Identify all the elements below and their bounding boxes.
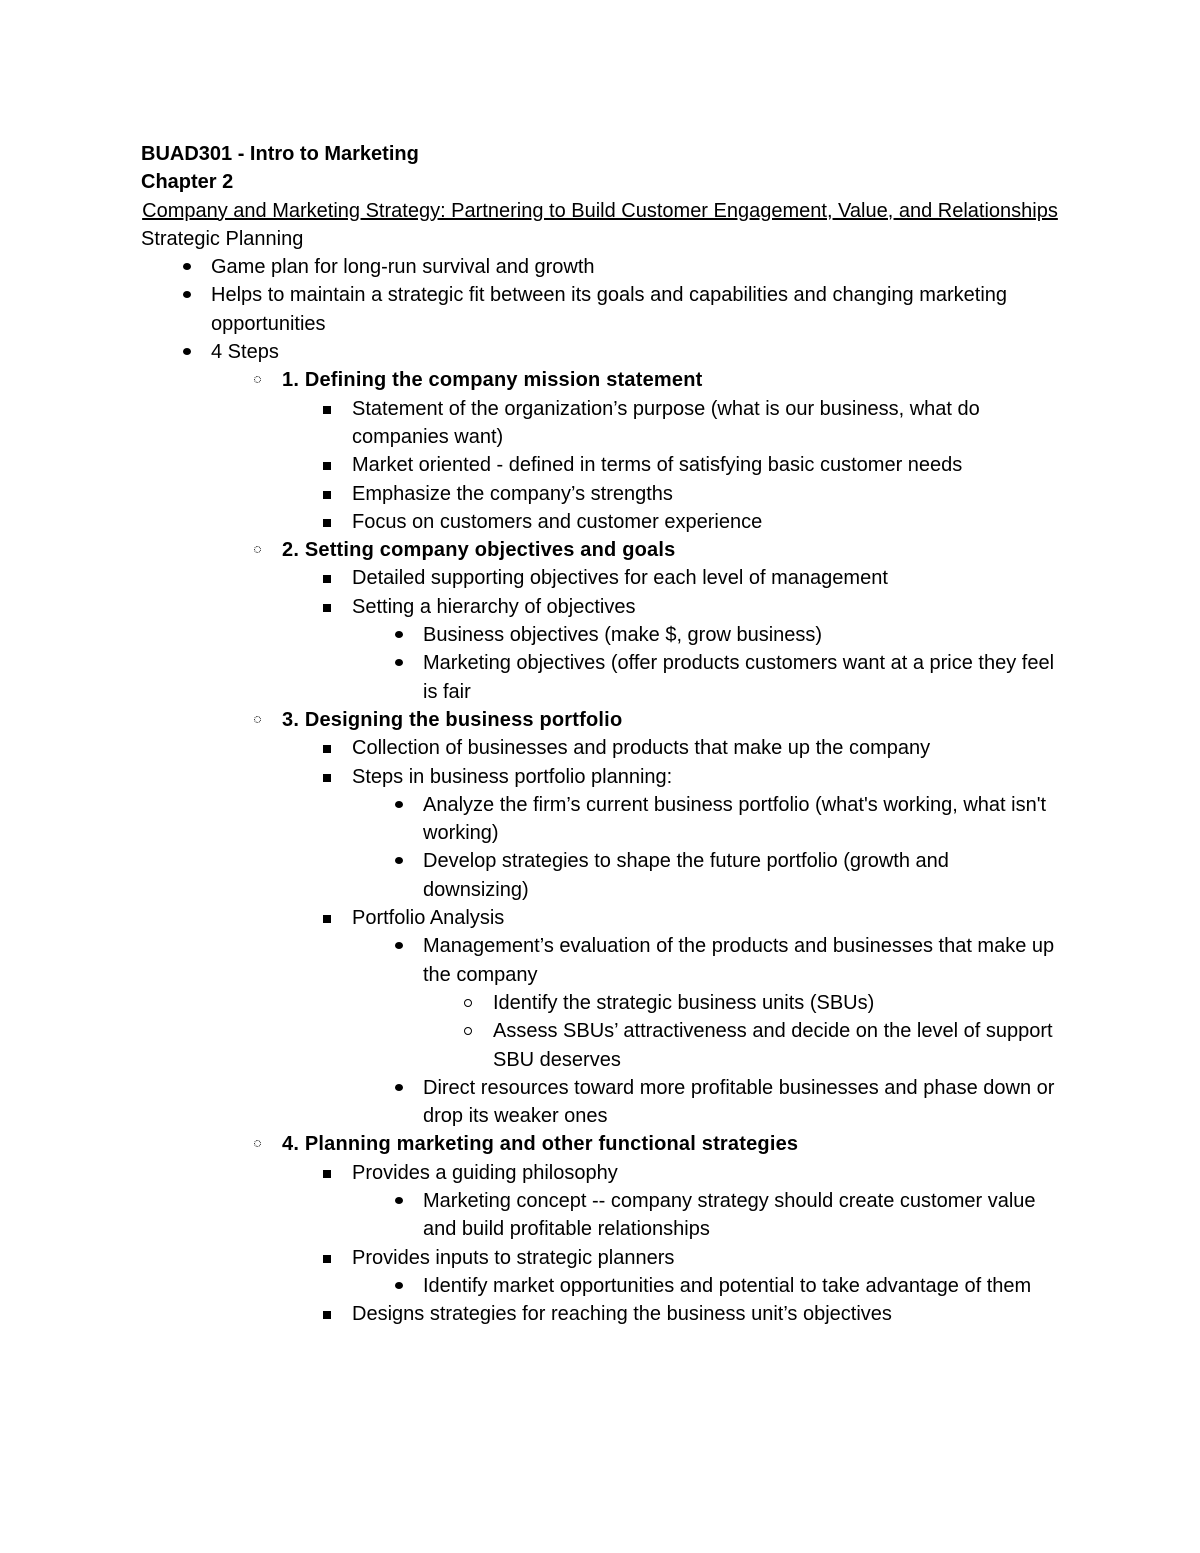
- step-heading: 2. Setting company objectives and goals: [282, 539, 676, 562]
- list-item: Identify the strategic business units (SBUs): [493, 991, 875, 1014]
- list-item: Provides a guiding philosophy: [352, 1161, 618, 1184]
- list-item: Helps to maintain a strategic fit between its goals and capabilities and changing marketing opportunities: [211, 284, 1008, 335]
- step-heading: 4. Planning marketing and other functional strategies: [282, 1133, 799, 1156]
- list-item: Business objectives (make $, grow business): [423, 624, 823, 647]
- list-item: Focus on customers and customer experience: [352, 510, 763, 533]
- step-heading: 1. Defining the company mission statement: [282, 369, 703, 392]
- list-item: Steps in business portfolio planning:: [352, 765, 673, 788]
- list-item: Detailed supporting objectives for each level of management: [352, 567, 888, 590]
- document-page: [141, 140, 1059, 1328]
- list-item: Develop strategies to shape the future portfolio (growth and downsizing): [423, 850, 949, 901]
- list-item: Identify market opportunities and potential to take advantage of them: [423, 1274, 1032, 1297]
- step-heading: 3. Designing the business portfolio: [282, 708, 623, 731]
- list-item: Direct resources toward more profitable businesses and phase down or drop its weaker ones: [423, 1076, 1055, 1128]
- list-item: Collection of businesses and products that make up the company: [352, 737, 931, 760]
- chapter-label: Chapter 2: [141, 171, 234, 194]
- list-item: Designs strategies for reaching the business unit’s objectives: [352, 1303, 892, 1326]
- list-item: Marketing objectives (offer products customers want at a price they feel is fair: [423, 652, 1055, 703]
- list-item: Game plan for long-run survival and growth: [211, 256, 595, 279]
- list-item: Setting a hierarchy of objectives: [352, 595, 636, 618]
- section-heading: Strategic Planning: [141, 227, 304, 250]
- list-item: Statement of the organization’s purpose (what is our business, what do companies want): [352, 397, 980, 448]
- list-item: Management’s evaluation of the products and businesses that make up the company: [423, 935, 1055, 986]
- course-title: BUAD301 - Intro to Marketing: [141, 143, 419, 165]
- list-item: Emphasize the company’s strengths: [352, 482, 673, 505]
- list-item: Market oriented - defined in terms of satisfying basic customer needs: [352, 454, 963, 477]
- strategic-planning-list: [141, 253, 1059, 1328]
- list-item: Assess SBUs’ attractiveness and decide on the level of support SBU deserves: [493, 1020, 1053, 1071]
- chapter-title: Company and Marketing Strategy: Partnering to Build Customer Engagement, Value, and Relationships: [142, 199, 1058, 222]
- list-item: Marketing concept -- company strategy should create customer value and build profitable relationships: [423, 1189, 1036, 1241]
- list-item: Analyze the firm’s current business portfolio (what's working, what isn't working): [423, 793, 1047, 845]
- list-item: Provides inputs to strategic planners: [352, 1246, 675, 1269]
- list-item: Portfolio Analysis: [352, 907, 505, 930]
- list-item: 4 Steps: [211, 341, 279, 364]
